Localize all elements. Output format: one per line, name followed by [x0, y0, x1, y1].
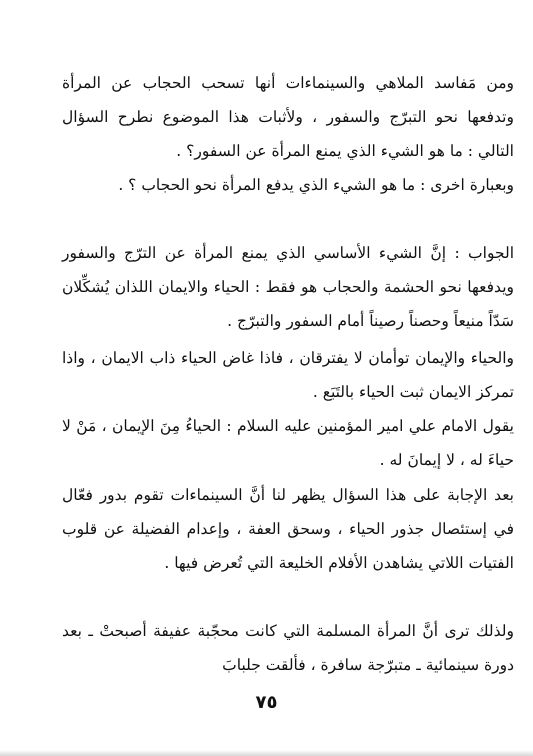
paragraph-2: وبعبارة اخرى : ما هو الشيء الذي يدفع المرأة نحو الحجاب ؟ . [118, 176, 514, 194]
page-number: ٧٥ [255, 692, 278, 713]
paragraph-3: الجواب : إنَّ الشيء الأساسي الذي يمنع المرأة عن الترّج والسفور ويدفعها نحو الحشمة والحجاب هو فقط : الحياء والايمان اللذان يُشكِّلان سَدّاً منيعاً وحصناً رصيناً أمام السفور والتبرّج . [62, 244, 514, 330]
paragraph-1: ومن مَفاسد الملاهي والسينماءات أنها تسحب الحجاب عن المرأة وتدفعها نحو التبرّج والسفور ، ولأثبات هذا الموضوع نطرح السؤال التالي : ما هو الشيء الذي يمنع المرأة عن السفور؟ . [62, 74, 514, 160]
paragraph-7: ولذلك ترى أنَّ المرأة المسلمة التي كانت محجّبة عفيفة أصبحتْ ـ بعد دورة سينمائية ـ متبرّجة سافرة ، فألقت جلبابَ [62, 622, 514, 674]
paragraph-4: والحياء والإيمان توأمان لا يفترقان ، فاذا غاض الحياء ذاب الايمان ، واذا تمركز الايمان ثبت الحياء بالتَبَع . [62, 349, 514, 401]
paragraph-5: يقول الامام علي امير المؤمنين عليه السلام : الحياءُ مِنَ الإيمان ، مَنْ لا حياءَ له ، لا إيمانَ له . [62, 417, 514, 469]
paragraph-6: بعد الإجابة على هذا السؤال يظهر لنا أنَّ السينماءات تقوم بدور فعّال في إستئصال جذور الحياء ، وسحق العفة ، وإعدام الفضيلة عن قلوب الفتيات اللاتي يشاهدن الأفلام الخليعة التي تُعرض فيها . [62, 486, 514, 572]
page-bottom-edge [0, 750, 533, 756]
